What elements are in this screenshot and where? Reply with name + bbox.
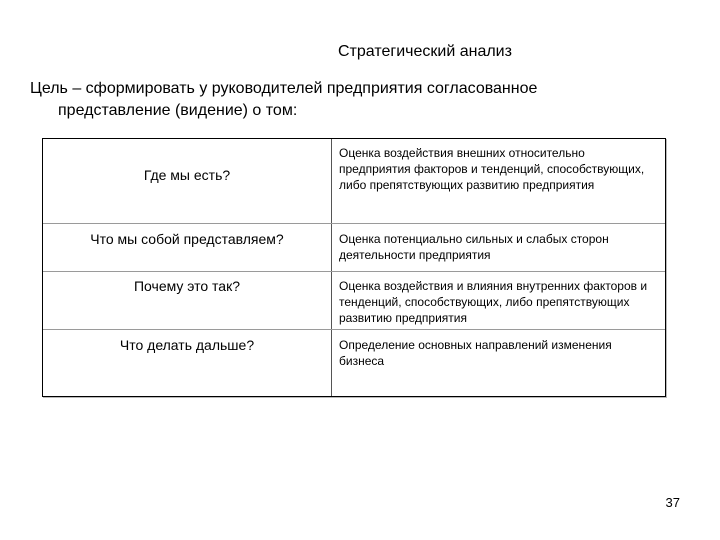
intro-line-2: представление (видение) о том: — [58, 102, 298, 119]
question-text: Почему это так? — [133, 277, 240, 294]
answer-text: Оценка потенциально сильных и слабых сторон деятельности предприятия — [339, 231, 609, 262]
question-cell — [43, 271, 332, 329]
intro-line-1: Цель – сформировать у руководителей предприятия согласованное — [30, 80, 538, 97]
slide-title: Стратегический анализ — [338, 43, 512, 60]
table-row — [43, 329, 665, 396]
table-row — [43, 271, 665, 329]
page-number: 37 — [665, 495, 680, 510]
question-text: Что делать дальше? — [119, 336, 255, 353]
table-row — [43, 223, 665, 271]
answer-cell — [332, 329, 666, 396]
analysis-table — [42, 138, 666, 397]
question-cell — [43, 223, 332, 271]
answer-cell — [332, 139, 666, 223]
answer-text: Оценка воздействия и влияния внутренних факторов и тенденций, способствующих, либо препятствующих развитию предприятия — [339, 278, 648, 325]
question-cell — [43, 329, 332, 396]
question-cell — [43, 139, 332, 223]
answer-cell — [332, 271, 666, 329]
answer-text: Определение основных направлений изменения бизнеса — [339, 337, 612, 368]
analysis-table-grid — [43, 139, 665, 396]
answer-text: Оценка воздействия внешних относительно предприятия факторов и тенденций, способствующих, либо препятствующих развитию предприятия — [339, 146, 645, 192]
question-text: Где мы есть? — [143, 167, 231, 183]
intro-text — [30, 78, 700, 122]
table-row — [43, 139, 665, 223]
answer-cell — [332, 223, 666, 271]
question-text: Что мы собой представляем? — [90, 230, 284, 247]
